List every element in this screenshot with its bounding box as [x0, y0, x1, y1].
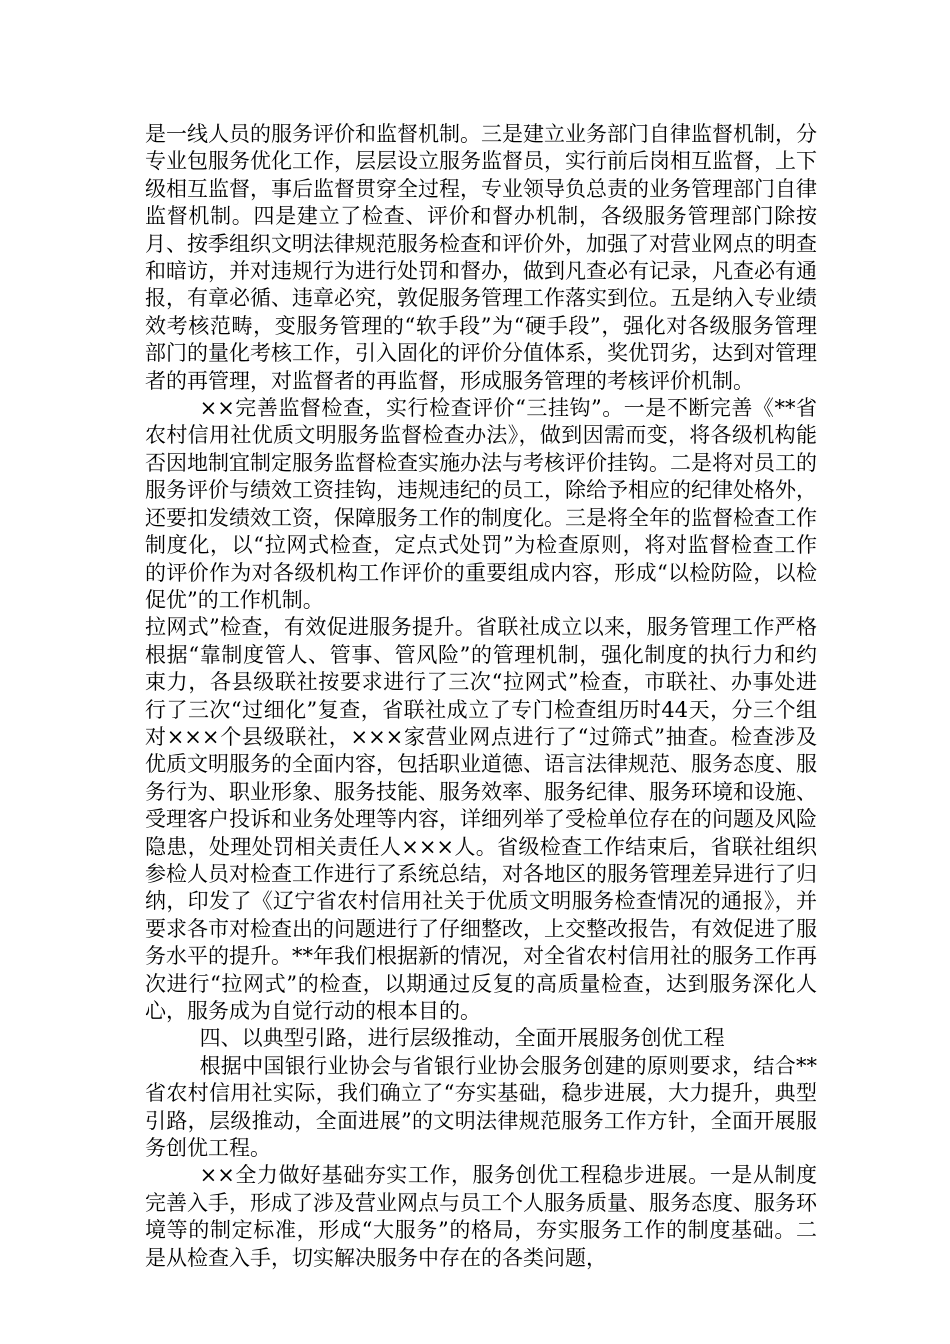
paragraph-2: ××完善监督检查，实行检查评价“三挂钩”。一是不断完善《**省农村信用社优质文明服务监督检查办法》，做到因需而变，将各级机构能否因地制宜制定服务监督检查实施办法与考核评价挂钩。二是将对员工的服务评价与绩效工资挂钩，违规违纪的员工，除给予相应的纪律处格外，还要扣发绩效工资，保障服务工作的制度化。三是将全年的监督检查工作制度化，以“拉网式检查，定点式处罚”为检查原则，将对监督检查工作的评价作为对各级机构工作评价的重要组成内容，形成“以检防险，以检促优”的工作机制。	[145, 396, 817, 612]
paragraph-6: ××全力做好基础夯实工作，服务创优工程稳步进展。一是从制度完善入手，形成了涉及营业网点与员工个人服务质量、服务态度、服务环境等的制定标准，形成“大服务”的格局，夯实服务工作的制度基础。二是从检查入手，切实解决服务中存在的各类问题，	[145, 1163, 817, 1270]
paragraph-1: 是一线人员的服务评价和监督机制。三是建立业务部门自律监督机制，分专业包服务优化工作，层层设立服务监督员，实行前后岗相互监督，上下级相互监督，事后监督贯穿全过程，专业领导负总责的业务管理部门自律监督机制。四是建立了检查、评价和督办机制，各级服务管理部门除按月、按季组织文明法律规范服务检查和评价外，加强了对营业网点的明查和暗访，并对违规行为进行处罚和督办，做到凡查必有记录，凡查必有通报，有章必循、违章必究，敦促服务管理工作落实到位。五是纳入专业绩效考核范畴，变服务管理的“软手段”为“硬手段”，强化对各级服务管理部门的量化考核工作，引入固化的评价分值体系，奖优罚劣，达到对管理者的再管理，对监督者的再监督，形成服务管理的考核评价机制。	[145, 122, 817, 393]
paragraph-3: 拉网式”检查，有效促进服务提升。省联社成立以来，服务管理工作严格根据“靠制度管人、管事、管风险”的管理机制，强化制度的执行力和约束力，各县级联社按要求进行了三次“拉网式”检查，市联社、办事处进行了三次“过细化”复查，省联社成立了专门检查组历时44天，分三个组对×××个县级联社，×××家营业网点进行了“过筛式”抽查。检查涉及优质文明服务的全面内容，包括职业道德、语言法律规范、服务态度、服务行为、职业形象、服务技能、服务效率、服务纪律、服务环境和设施、受理客户投诉和业务处理等内容，详细列举了受检单位存在的问题及风险隐患，处理处罚相关责任人×××人。省级检查工作结束后，省联社组织参检人员对检查工作进行了系统总结，对各地区的服务管理差异进行了归纳，印发了《辽宁省农村信用社关于优质文明服务检查情况的通报》，并要求各市对检查出的问题进行了仔细整改，上交整改报告，有效促进了服务水平的提升。**年我们根据新的情况，对全省农村信用社的服务工作再次进行“拉网式”的检查，以期通过反复的高质量检查，达到服务深化人心，服务成为自觉行动的根本目的。	[145, 615, 817, 1023]
document-body	[145, 121, 817, 1272]
section-heading-4: 四、以典型引路，进行层级推动，全面开展服务创优工程	[199, 1026, 725, 1051]
paragraph-5: 根据中国银行业协会与省银行业协会服务创建的原则要求，结合**省农村信用社实际，我们确立了“夯实基础，稳步进展，大力提升，典型引路，层级推动，全面进展”的文明法律规范服务工作方针，全面开展服务创优工程。	[145, 1053, 817, 1161]
